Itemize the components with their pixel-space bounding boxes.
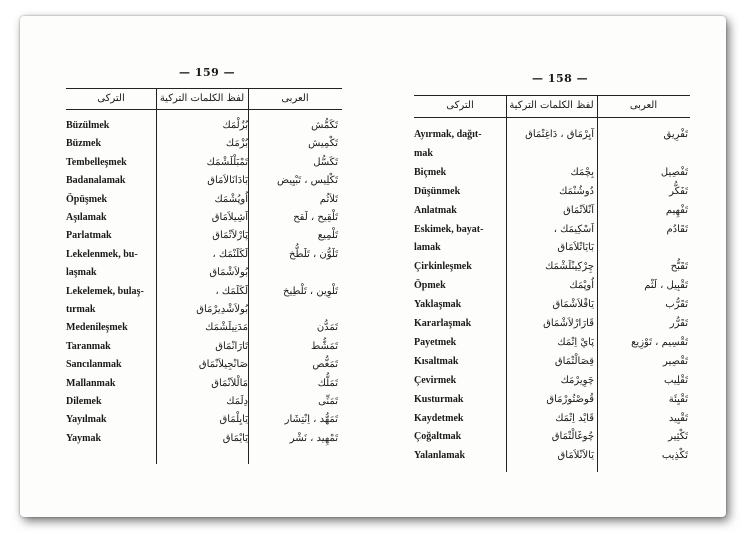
table-row <box>66 286 342 302</box>
table-row <box>66 175 342 191</box>
ottoman-transcription: پَايْ اِتْمَك <box>557 336 594 348</box>
table-top-rule <box>66 88 342 89</box>
arabic-equivalent: تَكْثِير <box>668 431 688 443</box>
header-arabic: العربى <box>281 93 309 104</box>
ottoman-transcription: دِلَمَك <box>226 396 248 407</box>
table-row <box>66 230 342 246</box>
arabic-equivalent: تَكْذِيب <box>661 450 688 462</box>
turkish-word: Yayılmak <box>66 414 107 426</box>
arabic-equivalent: تَقْلِيب <box>664 374 688 386</box>
turkish-word: Medenileşmek <box>66 322 128 334</box>
ottoman-transcription: قَايْد اِتْمَك <box>555 412 594 424</box>
header-ottoman: لفظ الكلمات التركية <box>159 93 245 104</box>
table-row <box>414 337 690 353</box>
table-row <box>414 261 690 277</box>
table-row <box>414 450 690 466</box>
turkish-word: Çirkinleşmek <box>414 261 472 273</box>
ottoman-transcription: آنْلاَتْمَاق <box>563 204 594 216</box>
turkish-word: Dilemek <box>66 396 102 407</box>
ottoman-transcription: قِصَالْتْمَاق <box>554 355 594 367</box>
table-row <box>66 322 342 338</box>
ottoman-transcription: يَايْمَاق <box>222 432 248 444</box>
ottoman-transcription: بُولاَشْدِيرْمَاق <box>196 304 248 315</box>
turkish-word: Öpmek <box>414 280 446 292</box>
ottoman-transcription: مَدَنِيلَشْمَك <box>205 322 248 334</box>
turkish-word: Kusturmak <box>414 393 464 405</box>
turkish-word: lamak <box>414 242 441 254</box>
arabic-equivalent: تَفَكُّر <box>669 185 688 197</box>
table-row <box>66 378 342 394</box>
turkish-word: Yaklaşmak <box>414 299 462 311</box>
turkish-word: Büzmek <box>66 138 101 150</box>
turkish-word: Payetmek <box>414 336 457 348</box>
arabic-equivalent: تَفْرِيق <box>663 129 688 140</box>
ottoman-transcription: چُوغَالْتْمَاق <box>551 431 594 443</box>
book-scan <box>20 16 726 517</box>
turkish-word: Biçmek <box>414 166 447 178</box>
turkish-word: Kararlaşmak <box>414 318 472 329</box>
ottoman-transcription: تَمْبَلْلَشْمَك <box>206 156 248 168</box>
arabic-equivalent: تَقْيِئَة <box>668 393 688 405</box>
turkish-word: Taranmak <box>66 340 111 352</box>
ottoman-transcription: بِچْمَك <box>570 166 594 178</box>
arabic-equivalent: تَقْبِيل ، لَثْم <box>644 280 688 292</box>
arabic-equivalent: تَقْصِير <box>662 355 688 367</box>
ottoman-transcription: لَكَلَنْمَك ، <box>212 248 248 260</box>
arabic-equivalent: تَقَادُم <box>666 223 688 235</box>
table-row <box>414 299 690 315</box>
table-row <box>414 356 690 372</box>
arabic-equivalent: تَفْهِيم <box>665 204 688 216</box>
header-rule <box>414 117 690 118</box>
turkish-word: Aşılamak <box>66 212 107 223</box>
turkish-word: Çoğaltmak <box>414 431 462 443</box>
arabic-equivalent: تَمَغُّص <box>312 359 338 371</box>
ottoman-transcription: چِرْكِينْلَشْمَك <box>545 261 594 273</box>
arabic-equivalent: تَقَرُّر <box>669 318 688 329</box>
arabic-equivalent: تَمَدُّن <box>316 322 338 334</box>
table-row <box>66 414 342 430</box>
turkish-word: Kısaltmak <box>414 355 459 367</box>
ottoman-transcription: قُوصْتُورْمَاق <box>546 393 594 405</box>
ottoman-transcription: بَادَانَالاَمَاق <box>207 175 248 187</box>
ottoman-transcription: يَالاَنْلاَمَاق <box>557 450 594 462</box>
ottoman-transcription: يَاقْلاَشْمَاق <box>552 299 594 311</box>
table-row <box>414 394 690 410</box>
arabic-equivalent: تَمْهِيد ، نَشْر <box>289 432 338 444</box>
turkish-word: Yalanlamak <box>414 450 466 462</box>
page-number: — 159 — <box>179 66 236 79</box>
header-arabic: العربى <box>629 100 658 111</box>
table-row <box>414 431 690 447</box>
arabic-equivalent: تَلْمِيع <box>317 230 338 242</box>
page-number: — 158 — <box>532 72 589 85</box>
table-row <box>414 375 690 391</box>
table-row <box>414 413 690 429</box>
page-158 <box>414 72 690 472</box>
arabic-equivalent: تَقَرُّب <box>665 299 688 311</box>
table-row <box>66 194 342 210</box>
table-row <box>66 212 342 228</box>
ottoman-transcription: بُولاَشْمَاق <box>209 267 248 279</box>
turkish-word: Düşünmek <box>414 185 461 197</box>
ottoman-transcription: پَارْلاَتْمَاق <box>212 230 248 242</box>
turkish-word: Lekelemek, bulaş- <box>66 285 144 297</box>
arabic-equivalent: تَلاَثُم <box>319 193 338 205</box>
turkish-word: mak <box>414 147 433 159</box>
table-row <box>66 304 342 320</box>
ottoman-transcription: تَارَانْمَاق <box>215 340 248 352</box>
table-row <box>66 157 342 173</box>
arabic-equivalent: تَلْوِين ، تَلْطِيخ <box>282 285 338 297</box>
ottoman-transcription: اُوپُشْمَك <box>214 193 248 205</box>
turkish-word: Öpüşmek <box>66 193 108 205</box>
turkish-word: Kaydetmek <box>414 412 464 424</box>
table-row <box>66 341 342 357</box>
table-row <box>66 396 342 412</box>
turkish-word: laşmak <box>66 267 97 279</box>
header-turkish: التركى <box>97 93 125 104</box>
arabic-equivalent: تَمَشُّط <box>311 340 338 352</box>
table-top-rule <box>414 95 690 96</box>
turkish-word: Badanalamak <box>66 175 126 187</box>
table-row <box>414 280 690 296</box>
ottoman-transcription: يَايِلْمَاق <box>219 414 248 426</box>
arabic-equivalent: تَفْصِيل <box>660 166 688 178</box>
table-row <box>66 138 342 154</box>
header-rule <box>66 109 342 110</box>
ottoman-transcription: اَشِيلاَمَاق <box>211 212 248 223</box>
arabic-equivalent: تَمَهُّد ، اِنْتِشَار <box>284 414 338 426</box>
table-row <box>414 205 690 221</box>
arabic-equivalent: تَكَمُّش <box>311 120 338 131</box>
header-turkish: التركى <box>446 100 474 111</box>
page-159 <box>66 64 342 464</box>
table-row <box>414 318 690 334</box>
ottoman-transcription: بُزْمَك <box>225 138 248 150</box>
turkish-word: tırmak <box>66 304 96 315</box>
ottoman-transcription: اُوپْمَك <box>569 280 594 292</box>
turkish-word: Ayırmak, dağıt- <box>414 129 482 140</box>
arabic-equivalent: تَقَبُّح <box>670 261 688 273</box>
ottoman-transcription: آيِرْمَاق ، دَاغِتْمَاق <box>525 129 594 140</box>
arabic-equivalent: تَمَنِّى <box>318 396 338 407</box>
turkish-word: Çevirmek <box>414 374 457 386</box>
turkish-word: Tembelleşmek <box>66 156 127 168</box>
turkish-word: Büzülmek <box>66 120 110 131</box>
ottoman-transcription: اَسْكِيمَك ، <box>553 223 594 235</box>
ottoman-transcription: قَارَارْلاَشْمَاق <box>543 318 594 329</box>
turkish-word: Parlatmak <box>66 230 112 242</box>
table-row <box>66 249 342 265</box>
table-row <box>66 433 342 449</box>
turkish-word: Sancılanmak <box>66 359 122 371</box>
arabic-equivalent: تَمَلُّك <box>317 377 338 389</box>
arabic-equivalent: تَقْسِيم ، تَوْزِيع <box>631 336 688 348</box>
table-row <box>414 242 690 258</box>
ottoman-transcription: مَالْلاَنْمَاق <box>211 377 248 389</box>
turkish-word: Anlatmak <box>414 204 457 216</box>
table-row <box>66 267 342 283</box>
arabic-equivalent: تَكَسُّل <box>313 156 338 168</box>
table-row <box>66 120 342 136</box>
ottoman-transcription: دُوشُنْمَك <box>559 185 594 197</box>
arabic-equivalent: تَقْيِيد <box>668 412 688 424</box>
turkish-word: Mallanmak <box>66 377 116 389</box>
arabic-equivalent: تَكْلِيس ، تَبْيِيض <box>276 175 338 187</box>
arabic-equivalent: تَكْمِيش <box>308 138 338 150</box>
table-row <box>66 359 342 375</box>
turkish-word: Eskimek, bayat- <box>414 223 484 235</box>
arabic-equivalent: تَلَوُّن ، تَلَطُّخ <box>289 248 338 260</box>
ottoman-transcription: صَانْجِيلاَنْمَاق <box>198 359 248 371</box>
turkish-word: Yaymak <box>66 432 102 444</box>
table-row <box>414 148 690 164</box>
table-row <box>414 186 690 202</box>
arabic-equivalent: تَلْقِيح ، لَقح <box>293 212 338 223</box>
table-row <box>414 224 690 240</box>
header-ottoman: لفظ الكلمات التركية <box>509 100 594 111</box>
table-row <box>414 129 690 145</box>
ottoman-transcription: بُزُلْمَك <box>222 120 248 131</box>
table-row <box>414 167 690 183</box>
ottoman-transcription: لَكَلَمَك ، <box>215 285 248 297</box>
ottoman-transcription: چَوِيرْمَك <box>560 374 594 386</box>
turkish-word: Lekelenmek, bu- <box>66 248 138 260</box>
ottoman-transcription: بَايَاتْلاَمَاق <box>557 242 594 254</box>
